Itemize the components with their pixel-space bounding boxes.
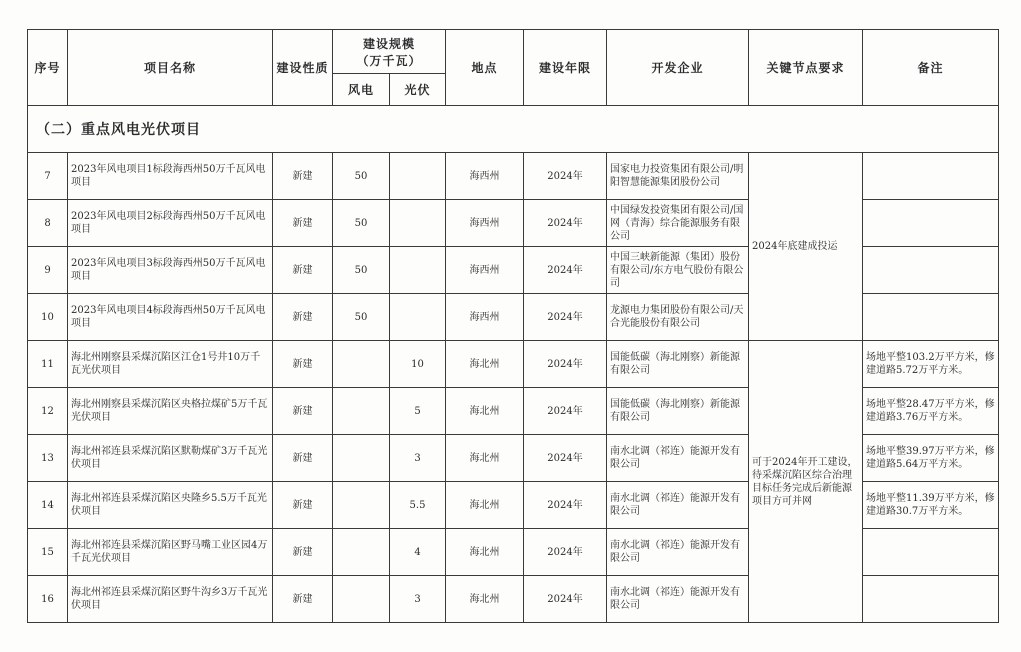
cell-location: 海北州 — [446, 576, 524, 623]
cell-remark: 场地平整11.39万平方米，修建道路30.7万平方米。 — [863, 482, 999, 529]
cell-developer: 南水北调（祁连）能源开发有限公司 — [607, 576, 749, 623]
cell-project-name: 海北州刚察县采煤沉陷区江仓1号井10万千瓦光伏项目 — [68, 341, 273, 388]
cell-remark: 场地平整28.47万平方米，修建道路3.76万平方米。 — [863, 388, 999, 435]
cell-pv: 5 — [390, 388, 446, 435]
cell-remark — [863, 247, 999, 294]
cell-year: 2024年 — [524, 482, 607, 529]
cell-location: 海西州 — [446, 294, 524, 341]
cell-project-name: 2023年风电项目2标段海西州50万千瓦风电项目 — [68, 200, 273, 247]
cell-developer: 龙源电力集团股份有限公司/天合光能股份有限公司 — [607, 294, 749, 341]
header-pv: 光伏 — [390, 74, 446, 106]
cell-developer: 国家电力投资集团有限公司/明阳智慧能源集团股份公司 — [607, 153, 749, 200]
cell-year: 2024年 — [524, 200, 607, 247]
cell-pv — [390, 294, 446, 341]
cell-wind — [333, 529, 390, 576]
cell-project-name: 2023年风电项目4标段海西州50万千瓦风电项目 — [68, 294, 273, 341]
cell-remark: 场地平整103.2万平方米，修建道路5.72万平方米。 — [863, 341, 999, 388]
header-scale — [333, 30, 446, 74]
cell-project-name: 海北州刚察县采煤沉陷区央格拉煤矿5万千瓦光伏项目 — [68, 388, 273, 435]
cell-pv: 3 — [390, 435, 446, 482]
cell-seq: 11 — [28, 341, 68, 388]
header-developer: 开发企业 — [607, 30, 749, 106]
header-year: 建设年限 — [524, 30, 607, 106]
cell-wind: 50 — [333, 200, 390, 247]
cell-project-name: 2023年风电项目3标段海西州50万千瓦风电项目 — [68, 247, 273, 294]
cell-nature: 新建 — [273, 294, 333, 341]
cell-pv: 5.5 — [390, 482, 446, 529]
cell-location: 海西州 — [446, 153, 524, 200]
cell-seq: 16 — [28, 576, 68, 623]
cell-location: 海北州 — [446, 388, 524, 435]
cell-seq: 12 — [28, 388, 68, 435]
cell-developer: 南水北调（祁连）能源开发有限公司 — [607, 435, 749, 482]
cell-remark — [863, 153, 999, 200]
cell-developer: 中国三峡新能源（集团）股份有限公司/东方电气股份有限公司 — [607, 247, 749, 294]
cell-nature: 新建 — [273, 576, 333, 623]
section-title: （二）重点风电光伏项目 — [28, 106, 999, 153]
cell-project-name: 2023年风电项目1标段海西州50万千瓦风电项目 — [68, 153, 273, 200]
cell-remark — [863, 294, 999, 341]
cell-year: 2024年 — [524, 529, 607, 576]
cell-developer: 南水北调（祁连）能源开发有限公司 — [607, 529, 749, 576]
cell-seq: 13 — [28, 435, 68, 482]
cell-location: 海西州 — [446, 247, 524, 294]
header-location: 地点 — [446, 30, 524, 106]
cell-seq: 15 — [28, 529, 68, 576]
cell-pv: 4 — [390, 529, 446, 576]
header-milestone: 关键节点要求 — [749, 30, 863, 106]
cell-nature: 新建 — [273, 153, 333, 200]
cell-nature: 新建 — [273, 482, 333, 529]
header-name: 项目名称 — [68, 30, 273, 106]
cell-remark — [863, 529, 999, 576]
cell-pv: 3 — [390, 576, 446, 623]
cell-nature: 新建 — [273, 341, 333, 388]
cell-year: 2024年 — [524, 388, 607, 435]
header-seq: 序号 — [28, 30, 68, 106]
table-row — [28, 153, 999, 200]
header-scale-unit: （万千瓦） — [356, 53, 422, 68]
cell-nature: 新建 — [273, 435, 333, 482]
cell-project-name: 海北州祁连县采煤沉陷区默勒煤矿3万千瓦光伏项目 — [68, 435, 273, 482]
cell-pv — [390, 247, 446, 294]
cell-wind — [333, 482, 390, 529]
header-nature: 建设性质 — [273, 30, 333, 106]
cell-wind: 50 — [333, 247, 390, 294]
cell-developer: 中国绿发投资集团有限公司/国网（青海）综合能源服务有限公司 — [607, 200, 749, 247]
cell-seq: 14 — [28, 482, 68, 529]
cell-wind: 50 — [333, 294, 390, 341]
cell-developer: 南水北调（祁连）能源开发有限公司 — [607, 482, 749, 529]
cell-seq: 7 — [28, 153, 68, 200]
cell-wind: 50 — [333, 153, 390, 200]
table-row — [28, 341, 999, 388]
cell-project-name: 海北州祁连县采煤沉陷区野牛沟乡3万千瓦光伏项目 — [68, 576, 273, 623]
cell-seq: 10 — [28, 294, 68, 341]
cell-nature: 新建 — [273, 200, 333, 247]
cell-location: 海北州 — [446, 341, 524, 388]
cell-pv — [390, 153, 446, 200]
cell-year: 2024年 — [524, 576, 607, 623]
cell-seq: 8 — [28, 200, 68, 247]
header-remark: 备注 — [863, 30, 999, 106]
cell-wind — [333, 388, 390, 435]
cell-location: 海北州 — [446, 482, 524, 529]
cell-wind — [333, 576, 390, 623]
cell-nature: 新建 — [273, 247, 333, 294]
cell-project-name: 海北州祁连县采煤沉陷区野马嘴工业区园4万千瓦光伏项目 — [68, 529, 273, 576]
cell-year: 2024年 — [524, 294, 607, 341]
cell-nature: 新建 — [273, 388, 333, 435]
project-table — [27, 29, 999, 623]
cell-location: 海西州 — [446, 200, 524, 247]
cell-location: 海北州 — [446, 435, 524, 482]
cell-year: 2024年 — [524, 247, 607, 294]
header-wind: 风电 — [333, 74, 390, 106]
cell-developer: 国能低碳（海北刚察）新能源有限公司 — [607, 388, 749, 435]
cell-pv: 10 — [390, 341, 446, 388]
header-scale-title: 建设规模 — [362, 36, 415, 51]
cell-wind — [333, 435, 390, 482]
cell-nature: 新建 — [273, 529, 333, 576]
cell-location: 海北州 — [446, 529, 524, 576]
cell-seq: 9 — [28, 247, 68, 294]
cell-year: 2024年 — [524, 341, 607, 388]
cell-year: 2024年 — [524, 153, 607, 200]
cell-remark — [863, 200, 999, 247]
cell-year: 2024年 — [524, 435, 607, 482]
cell-milestone-group1: 2024年底建成投运 — [749, 153, 863, 341]
cell-remark: 场地平整39.97万平方米，修建道路5.64万平方米。 — [863, 435, 999, 482]
cell-pv — [390, 200, 446, 247]
cell-project-name: 海北州祁连县采煤沉陷区央隆乡5.5万千瓦光伏项目 — [68, 482, 273, 529]
cell-developer: 国能低碳（海北刚察）新能源有限公司 — [607, 341, 749, 388]
cell-remark — [863, 576, 999, 623]
cell-wind — [333, 341, 390, 388]
cell-milestone-group2: 可于2024年开工建设，待采煤沉陷区综合治理目标任务完成后新能源项目方可并网 — [749, 341, 863, 623]
